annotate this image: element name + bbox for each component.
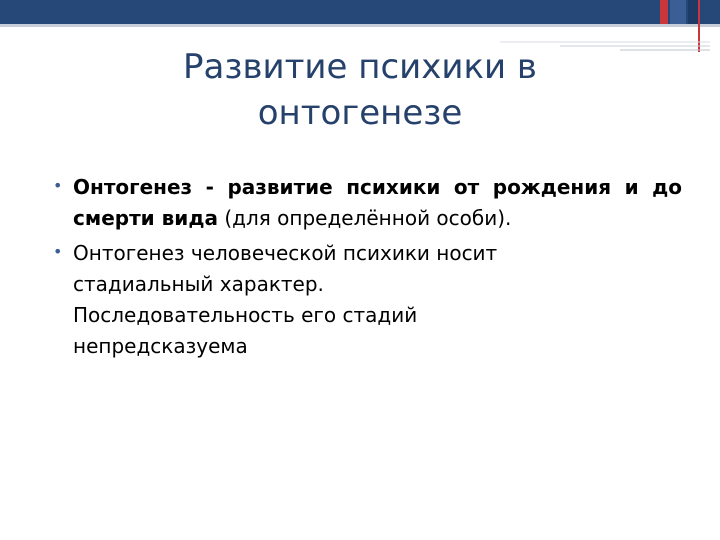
bullet-marker: •	[53, 242, 63, 261]
banner-blue-stripe	[670, 0, 686, 24]
bullet-list	[52, 172, 682, 362]
banner-underline	[0, 24, 720, 27]
banner-red-stripe	[660, 0, 668, 24]
bullet-2-line-2: стадиальный характер.	[73, 272, 324, 296]
title-line-2: онтогенезе	[257, 93, 463, 133]
bullet-1-bold-text: Онтогенез - развитие психики от рождения и до смерти вида	[73, 175, 682, 230]
bullet-1-normal-text: (для определённой особи).	[217, 206, 512, 230]
bullet-2-line-4: непредсказуема	[73, 334, 248, 358]
banner-edge-stripe	[702, 0, 720, 24]
title-line-1: Развитие психики в	[183, 47, 537, 87]
bullet-2-line-3: Последовательность его стадий	[73, 303, 418, 327]
banner-dark-stripe	[688, 0, 698, 24]
slide-title	[120, 44, 600, 136]
bullet-item-1	[52, 172, 682, 234]
bullet-marker: •	[53, 176, 63, 195]
bullet-2-line-1: Онтогенез человеческой психики носит	[73, 241, 498, 265]
bullet-item-2	[52, 238, 682, 362]
top-banner	[0, 0, 720, 24]
